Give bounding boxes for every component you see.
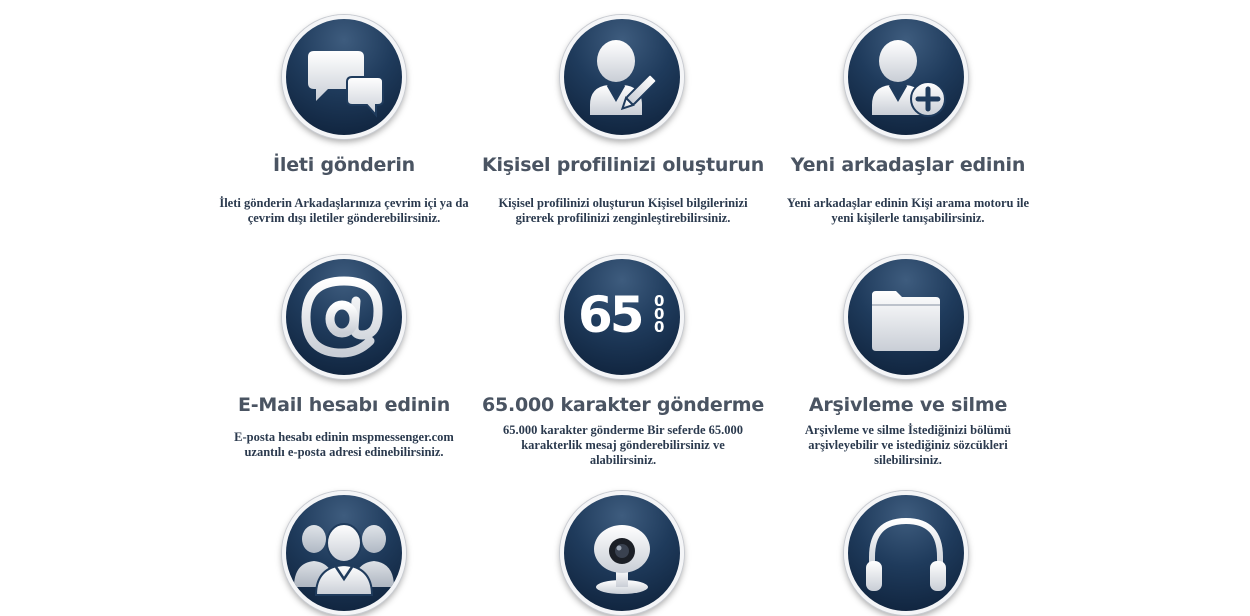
feature-icon-circle-friends [844,15,968,139]
group-users-icon [286,495,402,611]
feature-title: Kişisel profilinizi oluşturun [481,154,765,176]
feature-title: Arşivleme ve silme [808,394,1008,416]
feature-description: E-posta hesabı edinin mspmessenger.com uzantılı e-posta adresi edinebilirsiniz. [234,430,454,459]
feature-title: 65.000 karakter gönderme [481,394,765,416]
feature-description: Yeni arkadaşlar edinin Kişi arama motoru ile yeni kişilerle tanışabilirsiniz. [786,196,1030,225]
feature-description: 65.000 karakter gönderme Bir seferde 65.000 karakterlik mesaj gönderebilirsiniz ve alabilirsiniz. [502,423,744,467]
chat-bubbles-icon [286,19,402,135]
feature-icon-circle-audio [844,491,968,615]
feature-title: İleti gönderin [273,154,415,176]
feature-description: Kişisel profilinizi oluşturun Kişisel bilgilerinizi girerek profilinizi zenginleştirebilirsiniz. [498,196,748,225]
icon-number-main: 65 [578,286,642,344]
characters-65000-icon [564,259,680,375]
feature-icon-circle-email [282,255,406,379]
folder-icon [848,259,964,375]
feature-icon-circle-messages [282,15,406,139]
feature-description: İleti gönderin Arkadaşlarınıza çevrim içi ya da çevrim dışı iletiler gönderebilirsiniz. [219,196,469,225]
feature-description: Arşivleme ve silme İstediğinizi bölümü arşivleyebilir ve istediğiniz sözcükleri silebilirsiniz. [804,423,1012,467]
icon-number-side: 000 [654,292,665,336]
feature-title: Yeni arkadaşlar edinin [790,154,1026,176]
user-edit-icon [564,19,680,135]
add-user-icon [848,19,964,135]
headphones-icon [848,495,964,611]
webcam-icon [564,495,680,611]
feature-icon-circle-group [282,491,406,615]
feature-icon-circle-characters [560,255,684,379]
at-sign-icon [286,259,402,375]
feature-icon-circle-webcam [560,491,684,615]
feature-icon-circle-profile [560,15,684,139]
feature-title: E-Mail hesabı edinin [237,394,451,416]
feature-icon-circle-archive [844,255,968,379]
